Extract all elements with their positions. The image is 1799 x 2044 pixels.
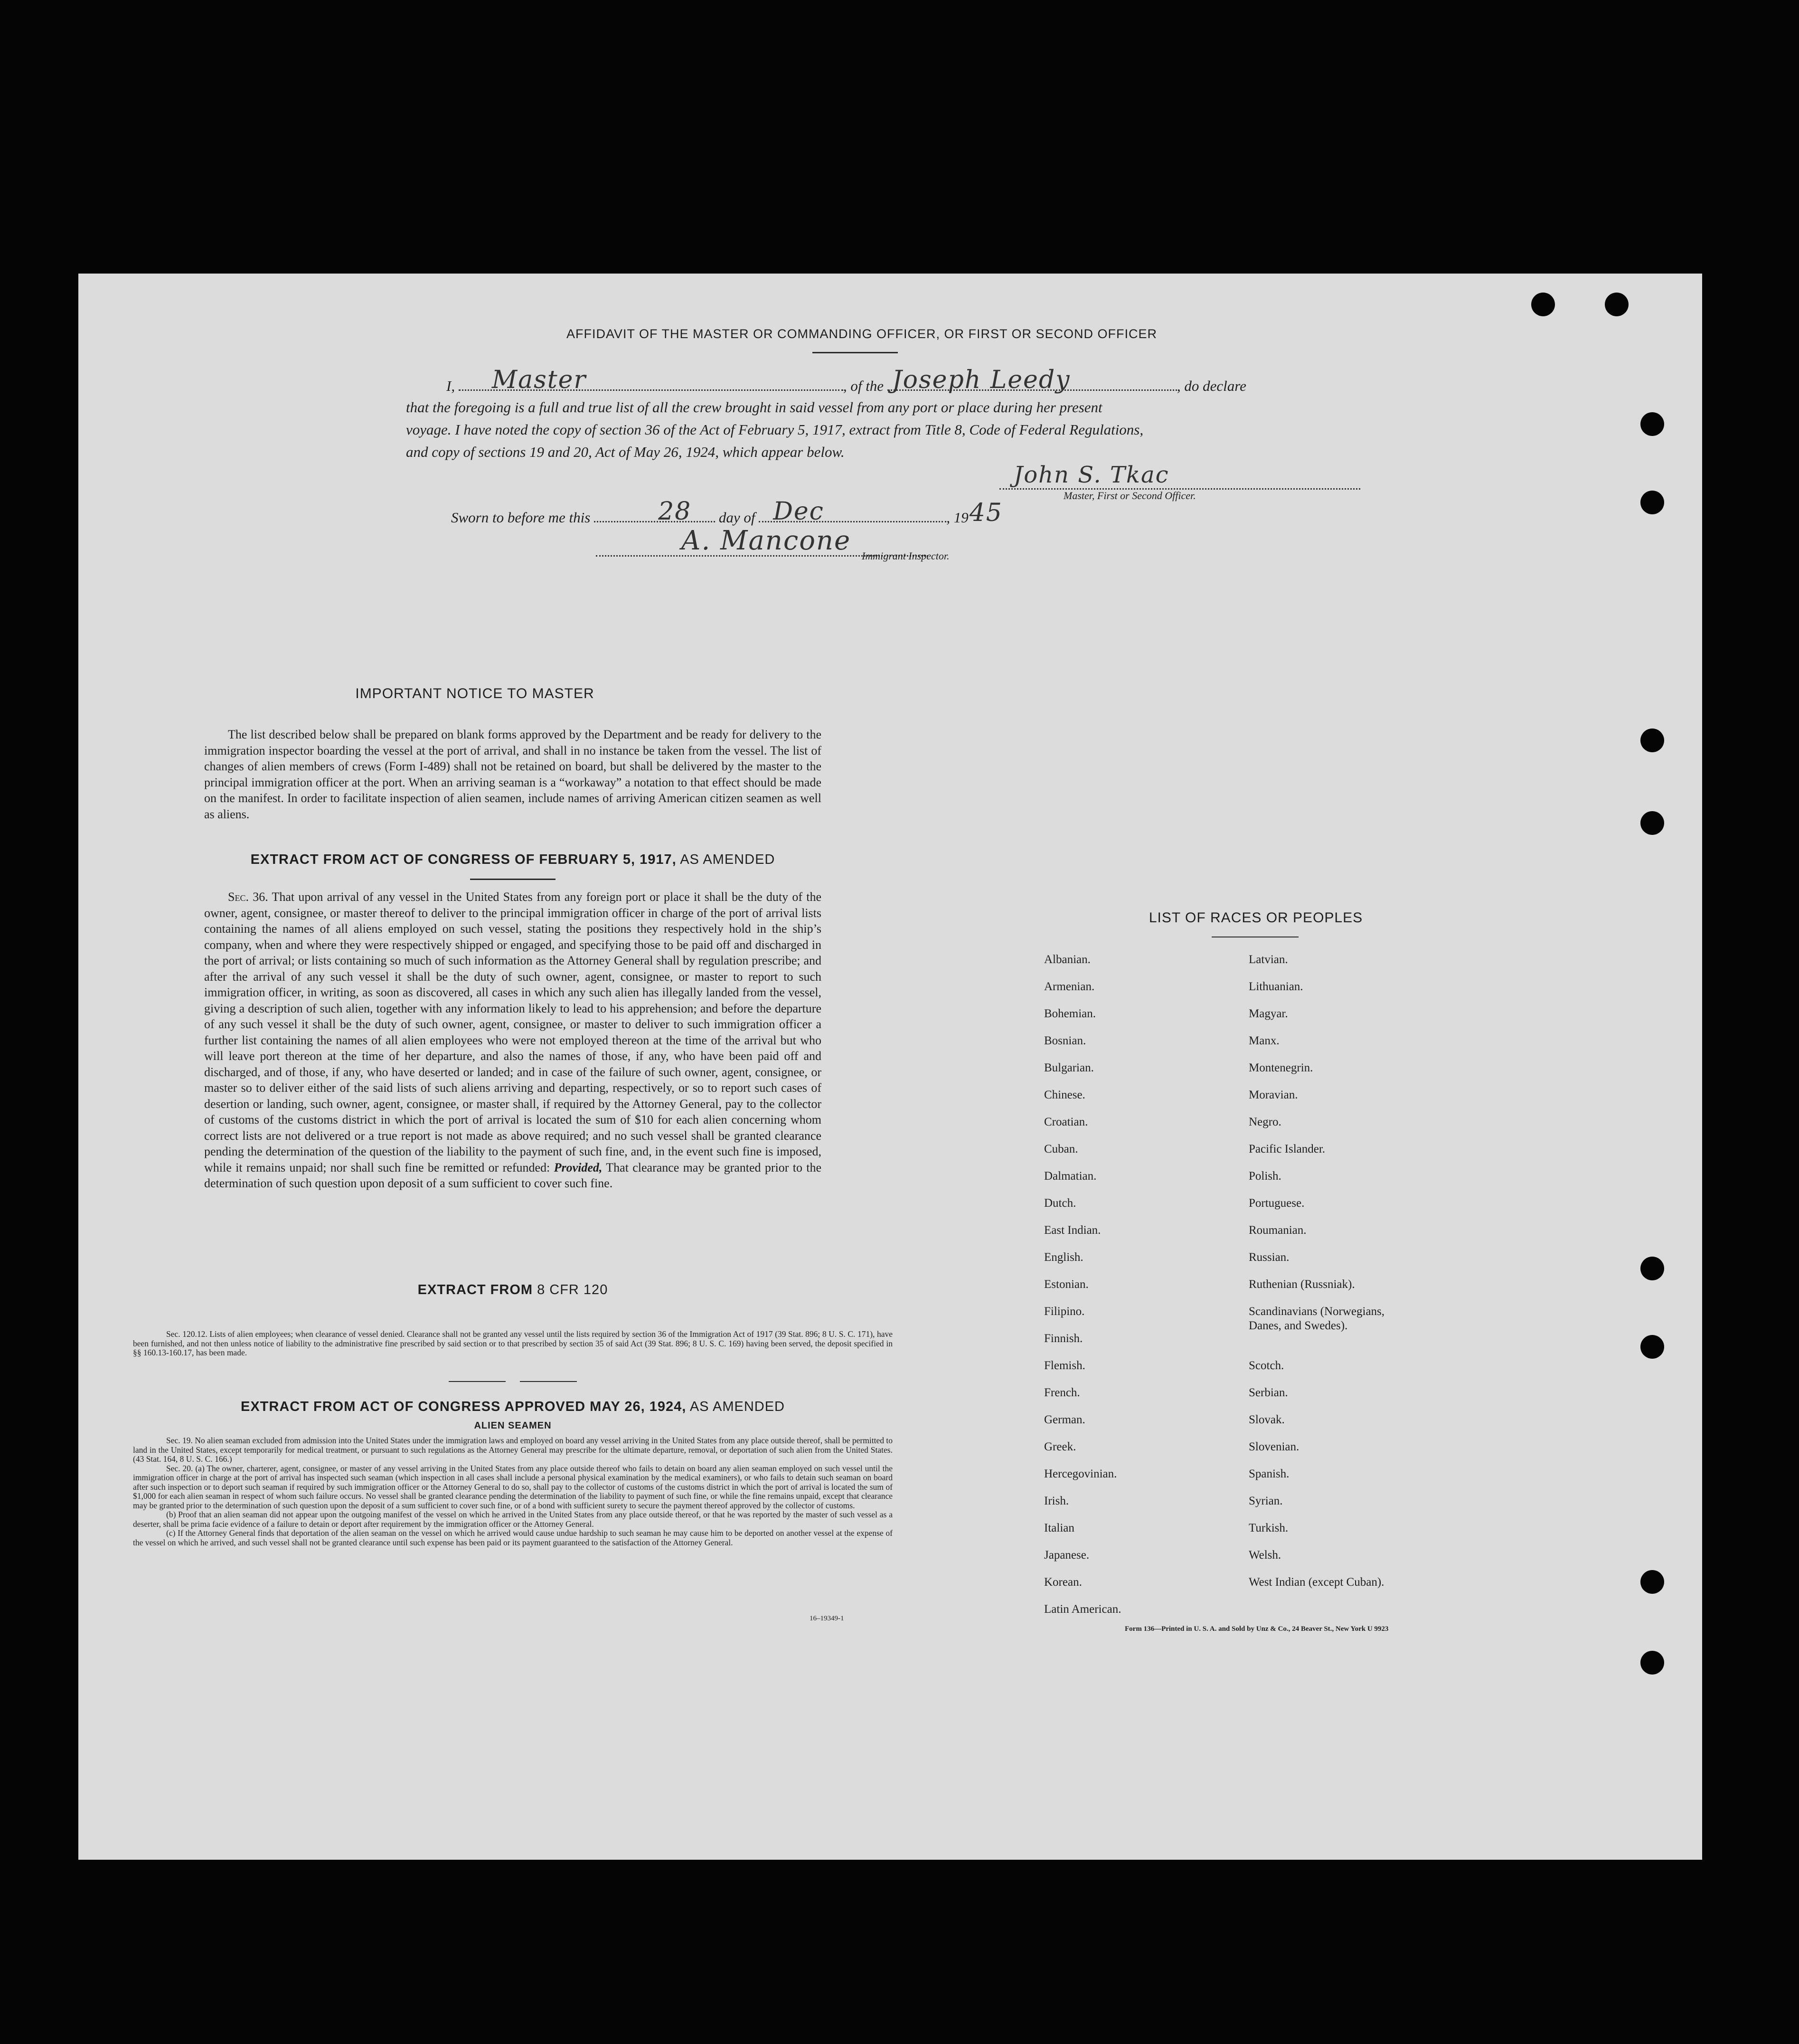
race-item: Croatian.: [1044, 1116, 1088, 1128]
race-item: Welsh.: [1249, 1549, 1281, 1561]
extract-1924-heading: EXTRACT FROM ACT OF CONGRESS APPROVED MAY 26, 1924, AS AMENDED: [241, 1399, 785, 1414]
race-item: Irish.: [1044, 1495, 1069, 1507]
race-item: Dutch.: [1044, 1197, 1076, 1210]
extract-1917-heading: EXTRACT FROM ACT OF CONGRESS OF FEBRUARY 5, 1917, AS AMENDED: [250, 852, 775, 867]
race-item: Bulgarian.: [1044, 1061, 1094, 1074]
races-heading: LIST OF RACES OR PEOPLES: [1149, 910, 1363, 926]
race-item: French.: [1044, 1386, 1080, 1399]
race-item: Spanish.: [1249, 1467, 1290, 1480]
punch-hole: [1531, 293, 1555, 316]
notice-text: The list described below shall be prepared on blank forms approved by the Department and be ready for delivery to the immigration inspector boarding the vessel at the port of arrival, and shall in no instance be taken from the vessel. The list of changes of alien members of crews (Form I-489) shall not be retained on board, but shall be delivered by the master to the principal immigration officer at the port. When an arriving seaman is a “workaway” a notation to that effect should be made on the manifest. In order to facilitate inspection of alien seamen, include names of arriving American citizen seamen as well as aliens.: [204, 728, 821, 821]
race-item: Italian: [1044, 1522, 1074, 1534]
vessel-name-field: [887, 366, 1177, 394]
alien-seamen-subheading: ALIEN SEAMEN: [474, 1420, 552, 1431]
race-item: Montenegrin.: [1249, 1061, 1313, 1074]
race-item: Portuguese.: [1249, 1197, 1305, 1210]
month-field: Dec: [759, 505, 946, 522]
document-sheet: [78, 274, 1702, 1860]
race-item: Japanese.: [1044, 1549, 1090, 1561]
race-item: Ruthenian (Russniak).: [1249, 1278, 1355, 1291]
race-item: Syrian.: [1249, 1495, 1283, 1507]
race-item: German.: [1044, 1413, 1085, 1426]
race-item: Chinese.: [1044, 1088, 1085, 1101]
race-item: Filipino.: [1044, 1305, 1085, 1318]
section-20c-text: (c) If the Attorney General finds that deportation of the alien seaman on the vessel on which he arrived would cause undue hardship to such seaman he may cause him to be deported on another vessel at the expense of the vessel on which he arrived, and such vessel shall not be granted clearance until such expense has been paid or its payment guaranteed to the satisfaction of the Attorney General.: [133, 1528, 893, 1547]
punch-hole: [1640, 491, 1664, 514]
race-item: Moravian.: [1249, 1088, 1298, 1101]
race-item: Bohemian.: [1044, 1007, 1096, 1020]
race-item: Magyar.: [1249, 1007, 1288, 1020]
race-item: Estonian.: [1044, 1278, 1089, 1291]
form-footer: Form 136—Printed in U. S. A. and Sold by Unz & Co., 24 Beaver St., New York U 9923: [1125, 1625, 1389, 1633]
inspector-caption: Immigrant Inspector.: [862, 550, 950, 562]
punch-hole: [1640, 729, 1664, 752]
punch-hole: [1640, 1257, 1664, 1280]
extract-divider: [520, 1381, 577, 1382]
extract-divider: [449, 1381, 506, 1382]
affidavit-body-1: that the foregoing is a full and true list of all the crew brought in said vessel from any port or place during her present: [406, 399, 1102, 416]
race-item: Hercegovinian.: [1044, 1467, 1117, 1480]
race-item: Latvian.: [1249, 953, 1288, 966]
race-item: Slovak.: [1249, 1413, 1285, 1426]
day-field: 28: [594, 505, 715, 522]
section-36-text: Sec. 36. That upon arrival of any vessel in the United States from any foreign port or place it shall be the duty of the owner, agent, consignee, or master thereof to deliver to the principal immigration officer in charge of the port of arrival lists containing the names of all aliens employed on such vessel, stating the positions they respectively hold in the ship’s company, when and where they were respectively shipped or engaged, and specifying those to be paid off and discharged in the port of arrival; or lists containing so much of such information as the Attorney General shall by regulation prescribe; and after the arrival of any such vessel it shall be the duty of such owner, agent, consignee, or master to report to such immigration officer, in writing, as soon as discovered, all cases in which any such alien has illegally landed from the vessel, giving a description of such alien, together with any information likely to lead to his apprehension; and before the departure of any such vessel it shall be the duty of such owner, agent, consignee, or master to deliver to such immigration officer a further list containing the names of all alien employees who were not employed thereon at the time of the arrival but who will leave port thereon at the time of her departure, and also the names of those, if any, who have been paid off and discharged, and of those, if any, who have deserted or landed; and in case of the failure of such owner, agent, consignee, or master so to deliver either of the said lists of such aliens arriving and departing, respectively, or so to report such cases of desertion or landing, such owner, agent, consignee, or master shall, if required by the Attorney General, pay to the collector of customs of the customs district in which the port of arrival is located the sum of $10 for each alien concerning whom correct lists are not delivered or a true report is not made as above required; and no such vessel shall be granted clearance pending the determination of the question of the liability to the payment of such fine, and, in the event such fine is imposed, while it remains unpaid; nor shall such fine be remitted or refunded: Provided, That clearance may be granted prior to the determination of such question upon deposit of a sum sufficient to cover such fine.: [204, 890, 822, 1190]
race-item: Lithuanian.: [1249, 980, 1303, 993]
races-left-column: [1044, 953, 1224, 1629]
race-item: East Indian.: [1044, 1224, 1101, 1237]
punch-hole: [1640, 811, 1664, 835]
race-item: Albanian.: [1044, 953, 1091, 966]
section-20a-text: Sec. 20. (a) The owner, charterer, agent, consignee, or master of any vessel arriving in the United States from any place outside thereof who fails to detain on board any alien seaman employed on such vessel until the immigration officer in charge at the port of arrival has inspected such seaman (which inspection in all cases shall include a personal physical examination by the medical examiners), or who fails to detain such seaman on board after such inspection or to deport such seaman if required by such immigration officer or the Attorney General to do so, shall pay to the collector of customs of the customs district in which the port of arrival is located the sum of $1,000 for each alien seaman in respect of whom such failure occurs. No vessel shall be granted clearance pending the determination of the liability to payment of such fine, or while the fine remains unpaid, except that clearance may be granted prior to the determination of such question upon the deposit of a sum sufficient to cover such fine, or of a bond with sufficient surety to secure the payment thereof approved by the collector of customs.: [133, 1463, 893, 1510]
section-19-text: Sec. 19. No alien seaman excluded from admission into the United States under the immigration laws and employed on board any vessel arriving in the United States from any place outside thereof, shall be permitted to land in the United States, except temporarily for medical treatment, or pursuant to such regulations as the Attorney General may prescribe for the ultimate departure, removal, or deportation of such alien from the United States. (43 Stat. 164, 8 U. S. C. 166.): [133, 1436, 893, 1464]
race-item: Manx.: [1249, 1034, 1280, 1047]
race-item: Negro.: [1249, 1116, 1281, 1128]
affidavit-title: AFFIDAVIT OF THE MASTER OR COMMANDING OFFICER, OR FIRST OR SECOND OFFICER: [566, 327, 1158, 341]
race-item: Roumanian.: [1249, 1224, 1307, 1237]
race-item: Polish.: [1249, 1170, 1281, 1183]
inspector-handwriting: A. Mancone: [681, 525, 851, 556]
master-name-handwriting: Master: [491, 366, 587, 394]
race-item: West Indian (except Cuban).: [1249, 1576, 1385, 1589]
race-item: Russian.: [1249, 1251, 1290, 1264]
extract-1924-text: [133, 1436, 893, 1547]
punch-hole: [1640, 1335, 1664, 1359]
extract-cfr-heading: EXTRACT FROM 8 CFR 120: [417, 1282, 608, 1297]
race-item: Turkish.: [1249, 1522, 1289, 1534]
race-item: Finnish.: [1044, 1332, 1083, 1345]
form-code: 16–19349-1: [810, 1615, 844, 1622]
race-item: Scandinavians (Norwegians, Danes, and Swedes).: [1249, 1305, 1385, 1332]
race-item: Flemish.: [1044, 1359, 1085, 1372]
master-name-field: [459, 366, 843, 394]
signature-handwriting: John S. Tkac: [1014, 462, 1169, 488]
affidavit-body-3: and copy of sections 19 and 20, Act of May 26, 1924, which appear below.: [406, 444, 845, 460]
race-item: Armenian.: [1044, 980, 1095, 993]
title-divider: [812, 352, 898, 353]
race-item: Bosnian.: [1044, 1034, 1086, 1047]
section-120-12-text: Sec. 120.12. Lists of alien employees; when clearance of vessel denied. Clearance shall not be granted any vessel until the lists required by section 36 of the Immigration Act of 1917 (39 Stat. 896; 8 U. S. C. 171), have been furnished, and not then unless notice of liability to the administrative fine prescribed by said section or to that prescribed by section 35 of said Act (39 Stat. 896; 8 U. S. C. 169) having been served, the deposit specified in §§ 160.13-160.17, has been made.: [133, 1329, 893, 1357]
signature-caption: Master, First or Second Officer.: [1064, 490, 1196, 502]
race-item: Cuban.: [1044, 1143, 1078, 1155]
race-item: Latin American.: [1044, 1603, 1121, 1616]
race-item: Scotch.: [1249, 1359, 1284, 1372]
punch-hole: [1605, 293, 1629, 316]
punch-hole: [1640, 412, 1664, 436]
section-20b-text: (b) Proof that an alien seaman did not appear upon the outgoing manifest of the vessel on which he arrived in the United States from any place outside thereof, or that he was reported by the master of such vessel as a deserter, shall be prima facie evidence of a failure to detain or deport after requirement by the immigration officer or the Attorney General.: [133, 1510, 893, 1529]
race-item: Greek.: [1044, 1440, 1076, 1453]
affidavit-declaration-line: I, Master , of the Joseph Leedy , do declare: [446, 366, 1246, 394]
master-signature: [999, 464, 1360, 490]
race-item: Slovenian.: [1249, 1440, 1300, 1453]
year-field: 45: [969, 499, 1003, 527]
punch-hole: [1640, 1570, 1664, 1594]
races-right-column: [1249, 953, 1439, 1602]
race-item: English.: [1044, 1251, 1083, 1264]
race-item: Serbian.: [1249, 1386, 1288, 1399]
race-item: Pacific Islander.: [1249, 1143, 1326, 1155]
sworn-line: Sworn to before me this 28 day of Dec , 19 45: [451, 497, 1003, 527]
punch-hole: [1640, 1651, 1664, 1675]
race-item: Dalmatian.: [1044, 1170, 1097, 1183]
affidavit-body-2: voyage. I have noted the copy of section 36 of the Act of February 5, 1917, extract from Title 8, Code of Federal Regulations,: [406, 421, 1144, 438]
race-item: Korean.: [1044, 1576, 1082, 1589]
vessel-name-handwriting: Joseph Leedy: [892, 366, 1071, 394]
notice-heading: IMPORTANT NOTICE TO MASTER: [355, 686, 594, 701]
extract-1917-divider: [470, 879, 556, 880]
